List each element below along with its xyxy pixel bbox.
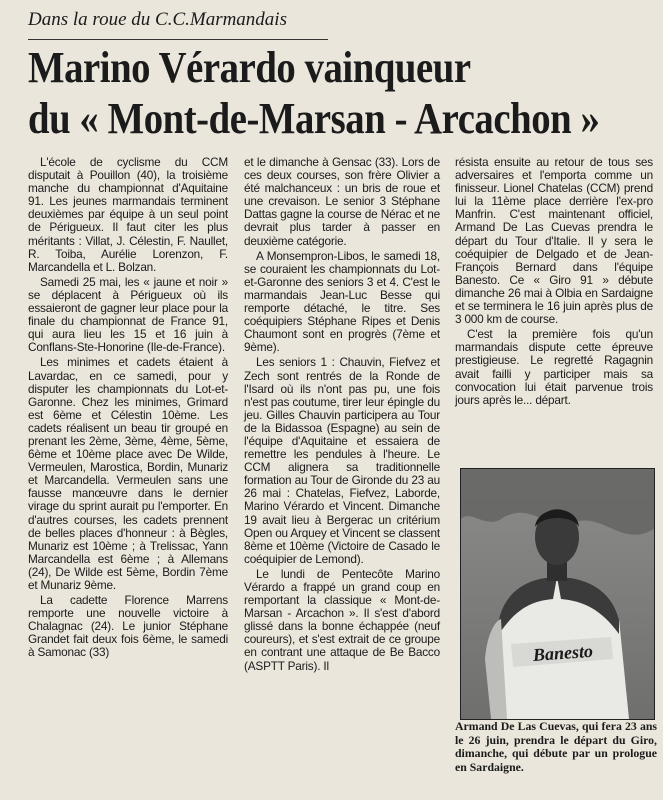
- article-column-1: [28, 156, 228, 660]
- paragraph: Les minimes et cadets étaient à Lavardac, en ce samedi, pour y disputer les championnats du Lot-et-Garonne. Chez les minimes, Grimard est 6ème et Célestin 10ème. Les cadets réalisent un beau tir groupé en prenant les 2ème, 3ème, 4ème, 5ème, 6ème et 10ème place avec De Wilde, Vermeulen, Marostica, Bordin, Munariz et Marcandella. Vermeulen sans une fausse manœuvre dans le dernier virage du sprint aurait pu l'emporter. En d'autres courses, les cadets prennent de belles places d'honneur : à Bègles, Munariz est 10ème ; à Trelissac, Yann Marcandella est 6ème ; à Allemans (24), De Wilde est 5ème, Bordin 7ème et Munariz 9ème.: [28, 355, 228, 592]
- caption-name: Armand De Las Cuevas: [455, 719, 576, 733]
- paragraph: et le dimanche à Gensac (33). Lors de ces deux courses, son frère Olivier a été malchanceux : un bris de roue et une crevaison. Le senior 3 Stéphane Dattas gagne la course de Nérac et ne devrait plus tarder à passer en deuxième catégorie.: [244, 155, 440, 248]
- headline: [28, 42, 600, 144]
- caption-text: , qui fera 23 ans le 26 juin, prendra le départ du Giro, dimanche, qui débute par un prologue en Sardaigne.: [455, 719, 657, 774]
- headline-line-2: du « Mont-de-Marsan - Arcachon »: [28, 94, 600, 143]
- paragraph: C'est la première fois qu'un marmandais dispute cette épreuve prestigieuse. Le regretté Ragagnin avait failli y participer mais sa convocation lui était parvenue trois jours après le... départ.: [455, 327, 653, 407]
- jersey-text: Banesto: [532, 640, 594, 665]
- section-kicker: Dans la roue du C.C.Marmandais: [28, 7, 328, 40]
- paragraph: L'école de cyclisme du CCM disputait à Pouillon (40), la troisième manche du championnat d'Aquitaine 91. Les jeunes marmandais terminent deuxièmes par équipe à un seul point de Périgueux. Il faut citer les plus méritants : Villat, J. Célestin, F. Naullet, R. Toiba, Aurélie Lorenzon, F. Marcandella et L. Bolzan.: [28, 155, 228, 274]
- paragraph: Samedi 25 mai, les « jaune et noir » se déplacent à Périgueux où ils essaieront de gagner leur place pour la finale du championnat de France 91, qui aura lieu les 15 et 16 juin à Conflans-Ste-Honorine (Ile-de-France).: [28, 274, 228, 355]
- photo-caption: [455, 720, 657, 774]
- cyclist-photo: [460, 468, 655, 720]
- article-column-2: [244, 156, 440, 673]
- paragraph: A Monsempron-Libos, le samedi 18, se couraient les championnats du Lot-et-Garonne des seniors 3 et 4. C'est le marmandais Jean-Luc Besse qui remporte détaché, le titre. Ses coéquipiers Stéphane Ripes et Denis Chaumont sont en progrès (7ème et 9ème).: [244, 248, 440, 355]
- paragraph: résista ensuite au retour de tous ses adversaires et l'emporta comme un finisseur. Lionel Chatelas (CCM) prend lui la 11ème place derrière l'ex-pro Manfrin. C'est maintenant officiel, Armand De Las Cuevas prendra le départ du Tour d'Italie. Il y sera le coéquipier de Delgado et de Jean-François Bernard dans l'équipe Banesto. Ce « Giro 91 » débute dimanche 26 mai à Olbia en Sardaigne et se terminera le 16 juin après plus de 3 000 km de course.: [455, 155, 653, 327]
- cyclist-illustration: [461, 469, 654, 719]
- paragraph: La cadette Florence Marrens remporte une nouvelle victoire à Chalagnac (24). Le junior Stéphane Grandet fait deux fois 6ème, le samedi à Samonac (33): [28, 593, 228, 660]
- paragraph: Les seniors 1 : Chauvin, Fiefvez et Zech sont rentrés de la Ronde de l'Isard où ils n'ont pas pu, une fois n'est pas coutume, tirer leur épingle du jeu. Gilles Chauvin participera au Tour de la Bidassoa (Espagne) au sein de l'équipe d'Aquitaine et essaiera de remettre les pendules à l'heure. Le CCM alignera sa traditionnelle formation au Tour de Gironde du 23 au 26 mai : Chatelas, Fiefvez, Laborde, Marino Vérardo et Vincent. Dimanche 19 avait lieu à Bergerac un critérium Open ou Arquey et Vincent se classent 8ème et 10ème (Victoire de Casado le coéquipier de Lemond).: [244, 355, 440, 566]
- headline-line-1: Marino Vérardo vainqueur: [28, 43, 471, 92]
- article-column-3: [455, 156, 653, 407]
- paragraph: Le lundi de Pentecôte Marino Vérardo a frappé un grand coup en remportant la classique « Mont-de-Marsan - Arcachon ». Il s'est d'abord glissé dans la bonne échappée (neuf coureurs), et s'est extrait de ce groupe en contrant une attaque de Be Bacco (ASPTT Paris). Il: [244, 566, 440, 673]
